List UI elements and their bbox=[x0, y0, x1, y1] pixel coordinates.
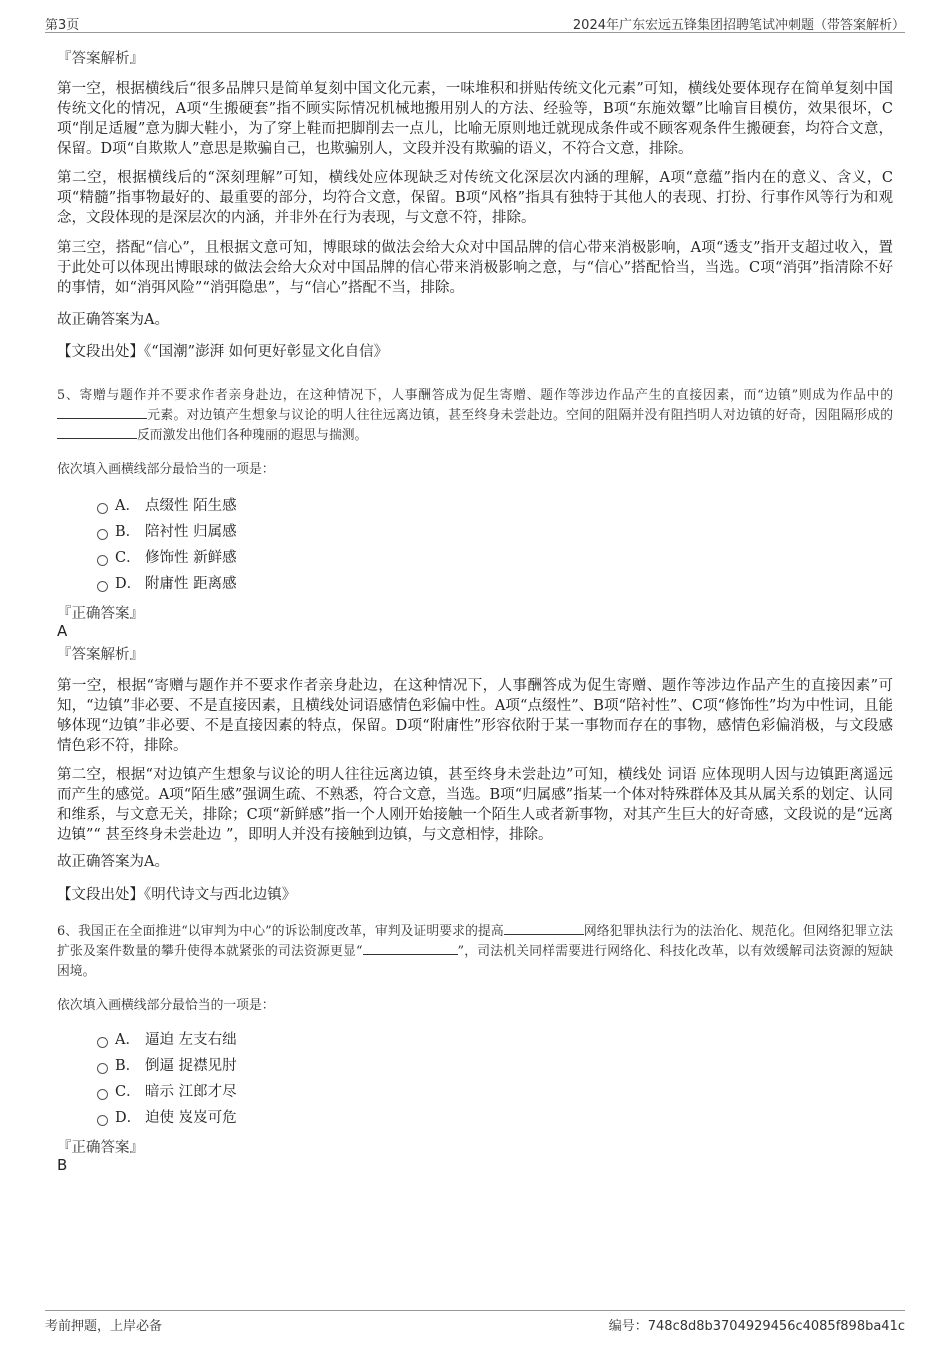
q5-blank-2 bbox=[57, 426, 137, 439]
q6-option-c[interactable]: C． 暗示 江郎才尽 bbox=[97, 1082, 237, 1102]
q5-stem bbox=[57, 386, 893, 446]
q6-prompt: 依次填入画横线部分最恰当的一项是： bbox=[57, 998, 275, 1013]
radio-icon[interactable] bbox=[97, 1063, 108, 1074]
q5-option-b[interactable]: B． 陪衬性 归属感 bbox=[97, 522, 237, 542]
q5-option-c[interactable]: C． 修饰性 新鲜感 bbox=[97, 548, 237, 568]
q5-stem-part2: 元素。对边镇产生想象与议论的明人往往远离边镇，甚至终身未尝赴边。空间的阻隔并没有阻挡明人对边镇的好奇，因阻隔形成的 bbox=[147, 408, 893, 423]
q6-stem-part1: 6、我国正在全面推进“以审判为中心”的诉讼制度改革，审判及证明要求的提高 bbox=[57, 924, 504, 939]
radio-icon[interactable] bbox=[97, 555, 108, 566]
q6-option-d[interactable]: D． 迫使 岌岌可危 bbox=[97, 1108, 237, 1128]
page-footer bbox=[45, 1310, 905, 1334]
q5-option-d[interactable]: D． 附庸性 距离感 bbox=[97, 574, 237, 594]
q5-stem-part1: 5、寄赠与题作并不要求作者亲身赴边，在这种情况下，人事酬答成为促生寄赠、题作等涉边作品产生的直接因素，而“边镇”则成为作品中的 bbox=[57, 388, 893, 403]
q6-answer-label: 『正确答案』 bbox=[57, 1140, 144, 1156]
q4-analysis-p1: 第一空，根据横线后“很多品牌只是简单复刻中国文化元素，一味堆积和拼贴传统文化元素”可知，横线处要体现存在简单复刻中国传统文化的情况，A项“生搬硬套”指不顾实际情况机械地搬用别人的方法、经验等，B项“东施效颦”比喻盲目模仿，效果很坏，C项“削足适履”意为脚大鞋小，为了穿上鞋而把脚削去一点儿，比喻无原则地迁就现成条件或不顾客观条件生搬硬套，均符合文意，保留。D项“自欺欺人”意思是欺骗自己，也欺骗别人，文段并没有欺骗的语义，不符合文意，排除。 bbox=[57, 81, 893, 157]
q5-answer: A bbox=[57, 622, 68, 640]
q5-stem-part3: 反而激发出他们各种瑰丽的遐思与揣测。 bbox=[137, 428, 368, 443]
page-number: 第3页 bbox=[45, 18, 80, 33]
q5-analysis-label: 『答案解析』 bbox=[57, 647, 144, 663]
q4-source: 【文段出处】《“国潮”澎湃 如何更好彰显文化自信》 bbox=[57, 344, 389, 360]
q4-analysis-p2: 第二空，根据横线后的“深刻理解”可知，横线处应体现缺乏对传统文化深层次内涵的理解，A项“意蕴”指内在的意义、含义，C项“精髓”指事物最好的、最重要的部分，均符合文意，保留。B项“风格”指具有独特于其他人的表现、打扮、行事作风等行为和观念，文段体现的是深层次的内涵，并非外在行为表现，与文意不符，排除。 bbox=[57, 170, 893, 226]
q5-option-a[interactable]: A． 点缀性 陌生感 bbox=[97, 496, 237, 516]
q6-stem bbox=[57, 922, 893, 982]
radio-icon[interactable] bbox=[97, 1089, 108, 1100]
q5-answer-label: 『正确答案』 bbox=[57, 606, 144, 622]
q5-analysis-p2: 第二空，根据“对边镇产生想象与议论的明人往往远离边镇，甚至终身未尝赴边”可知，横线处 词语 应体现明人因与边镇距离遥远而产生的感觉。A项“陌生感”强调生疏、不熟悉，符合文意，当选。B项“归属感”指某一个体对特殊群体及其从属关系的划定、认同和维系，与文意无关，排除；C项“新鲜感”指一个人刚开始接触一个陌生人或者新事物，对其产生巨大的好奇感，文段说的是“远离边镇”“ 甚至终身未尝赴边 ”，即明人并没有接触到边镇，与文意相悖，排除。 bbox=[57, 767, 893, 843]
page-header bbox=[45, 14, 905, 33]
q5-source: 【文段出处】《明代诗文与西北边镇》 bbox=[57, 887, 297, 903]
q6-stem-part3: ”，司法机关同样需要进行网络化、科技化改革，以有效缓解司法资源的短缺困境。 bbox=[57, 944, 894, 979]
q6-blank-1 bbox=[504, 922, 584, 935]
q6-blank-2 bbox=[363, 942, 458, 955]
q5-prompt: 依次填入画横线部分最恰当的一项是： bbox=[57, 462, 275, 477]
radio-icon[interactable] bbox=[97, 503, 108, 514]
q5-analysis-p1: 第一空，根据“寄赠与题作并不要求作者亲身赴边，在这种情况下，人事酬答成为促生寄赠、题作等涉边作品产生的直接因素”可知，“边镇”非必要、不是直接因素，且横线处词语感情色彩偏中性。A项“点缀性”、B项“陪衬性”、C项“修饰性”均为中性词，且能够体现“边镇”非必要、不是直接因素的特点，保留。D项“附庸性”形容依附于某一事物而存在的事物，感情色彩偏消极，与文段感情色彩不符，排除。 bbox=[57, 678, 893, 754]
q6-option-a[interactable]: A． 逼迫 左支右绌 bbox=[97, 1030, 237, 1050]
q6-option-b[interactable]: B． 倒逼 捉襟见肘 bbox=[97, 1056, 237, 1076]
radio-icon[interactable] bbox=[97, 1037, 108, 1048]
document-title: 2024年广东宏远五锋集团招聘笔试冲刺题（带答案解析） bbox=[572, 18, 905, 33]
radio-icon[interactable] bbox=[97, 529, 108, 540]
radio-icon[interactable] bbox=[97, 1115, 108, 1126]
footer-slogan: 考前押题，上岸必备 bbox=[45, 1319, 163, 1334]
q4-conclusion: 故正确答案为A。 bbox=[57, 312, 169, 328]
document-id: 编号：748c8d8b3704929456c4085f898ba41c bbox=[608, 1319, 905, 1334]
q5-blank-1 bbox=[57, 406, 147, 419]
q5-conclusion: 故正确答案为A。 bbox=[57, 854, 169, 870]
q4-analysis-p3: 第三空，搭配“信心”，且根据文意可知，博眼球的做法会给大众对中国品牌的信心带来消极影响，A项“透支”指开支超过收入，置于此处可以体现出博眼球的做法会给大众对中国品牌的信心带来消极影响之意，与“信心”搭配恰当，当选。C项“消弭”指清除不好的事情，如“消弭风险”“消弭隐患”，与“信心”搭配不当，排除。 bbox=[57, 240, 893, 296]
q6-answer: B bbox=[57, 1156, 68, 1174]
q6-stem-part2: 网络犯罪执法行为的法治化、规范化。但网络犯罪立法扩张及案件数量的攀升使得本就紧张的司法资源更显“ bbox=[57, 924, 893, 959]
radio-icon[interactable] bbox=[97, 581, 108, 592]
q4-analysis-label: 『答案解析』 bbox=[57, 51, 144, 67]
